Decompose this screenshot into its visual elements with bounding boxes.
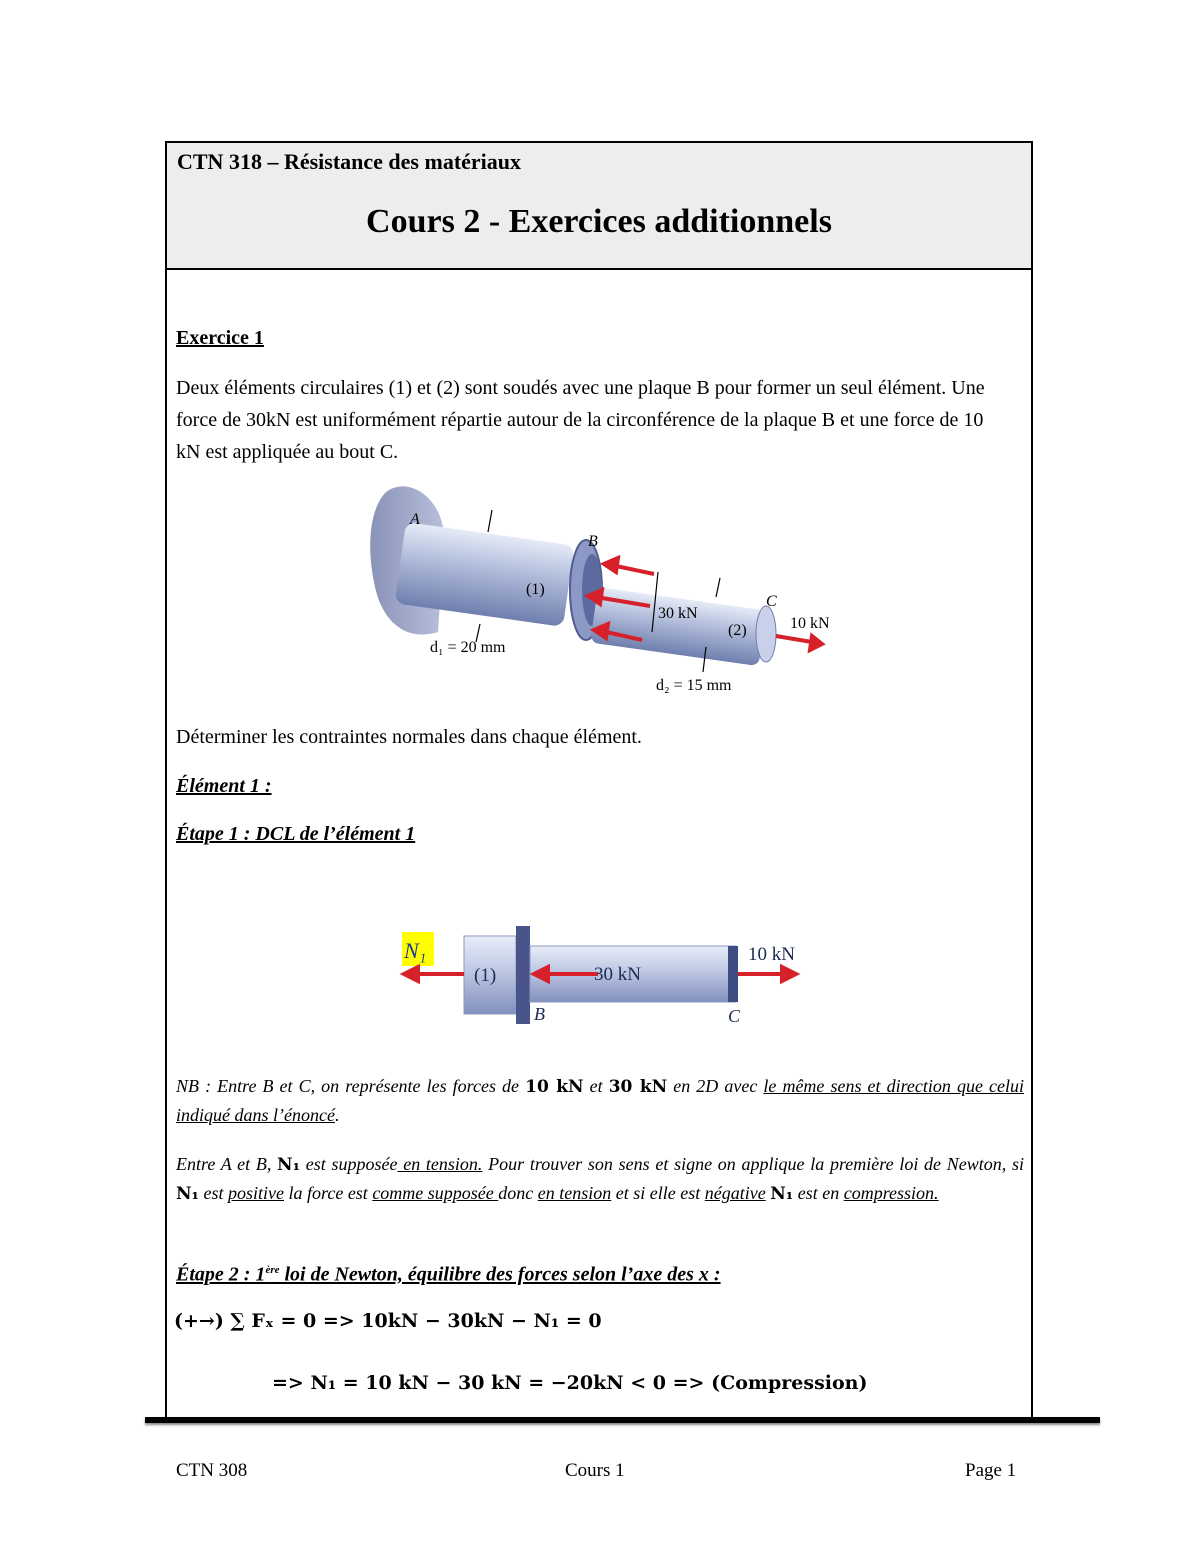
nb-note: NB : Entre B et C, on représente les forces de 10 kN et 30 kN en 2D avec le même sens et direction que celui indiqué dans l’énoncé. — [176, 1076, 1025, 1125]
equation-1: (+→) ∑ Fₓ = 0 => 10kN − 30kN − N₁ = 0 — [174, 1310, 602, 1332]
course-name: CTN 318 – Résistance des matériaux — [177, 149, 522, 174]
element1-heading: Élément 1 : — [176, 775, 272, 797]
fbd-force-c: 10 kN — [748, 944, 795, 965]
shaft-figure — [366, 482, 836, 697]
fbd-figure — [398, 924, 808, 1030]
fbd-label-b: B — [534, 1004, 545, 1024]
label-1: (1) — [526, 581, 545, 598]
step2-heading: Étape 2 : 1ère loi de Newton, équilibre des forces selon l’axe des x : — [176, 1263, 721, 1286]
fbd-force-b: 30 kN — [594, 964, 641, 985]
label-b: B — [588, 533, 598, 550]
footer-center: Cours 1 — [565, 1460, 625, 1481]
question: Déterminer les contraintes normales dans chaque élément. — [176, 726, 642, 748]
equation-2: => N₁ = 10 kN − 30 kN = −20kN < 0 => (Compression) — [272, 1372, 868, 1394]
header-box — [167, 143, 1031, 270]
page-title: Cours 2 - Exercices additionnels — [366, 203, 832, 240]
exercise-statement: Deux éléments circulaires (1) et (2) sont soudés avec une plaque B pour former un seul élément. Une force de 30kN est uniformément répartie autour de la circonférence de la plaque B et une force de 10 kN est appliquée au bout C. — [176, 377, 985, 463]
footer-rule — [145, 1417, 1100, 1423]
content-frame — [165, 141, 1033, 1418]
fbd-label-c: C — [728, 1006, 741, 1026]
footer-left: CTN 308 — [176, 1460, 248, 1481]
force-c-label: 10 kN — [790, 615, 830, 632]
label-a: A — [410, 511, 420, 528]
force-b-label: 30 kN — [658, 605, 698, 622]
step1-heading: Étape 1 : DCL de l’élément 1 — [176, 823, 416, 845]
label-2: (2) — [728, 622, 747, 639]
label-c: C — [766, 593, 777, 610]
n1-label: N₁ — [404, 938, 427, 963]
d1-label: d₁ = 20 mm — [430, 639, 506, 656]
tension-note: Entre A et B, N₁ est supposée en tension. Pour trouver son sens et signe on applique la première loi de Newton, si N₁ est positive la force est comme supposée donc en tension et si elle est négative N₁ est en compression. — [176, 1154, 1024, 1204]
footer-right: Page 1 — [965, 1460, 1017, 1481]
d2-label: d₂ = 15 mm — [656, 677, 732, 694]
exercise-heading: Exercice 1 — [176, 327, 264, 349]
fbd-plate-b — [516, 926, 530, 1024]
fbd-label-1: (1) — [474, 965, 497, 986]
